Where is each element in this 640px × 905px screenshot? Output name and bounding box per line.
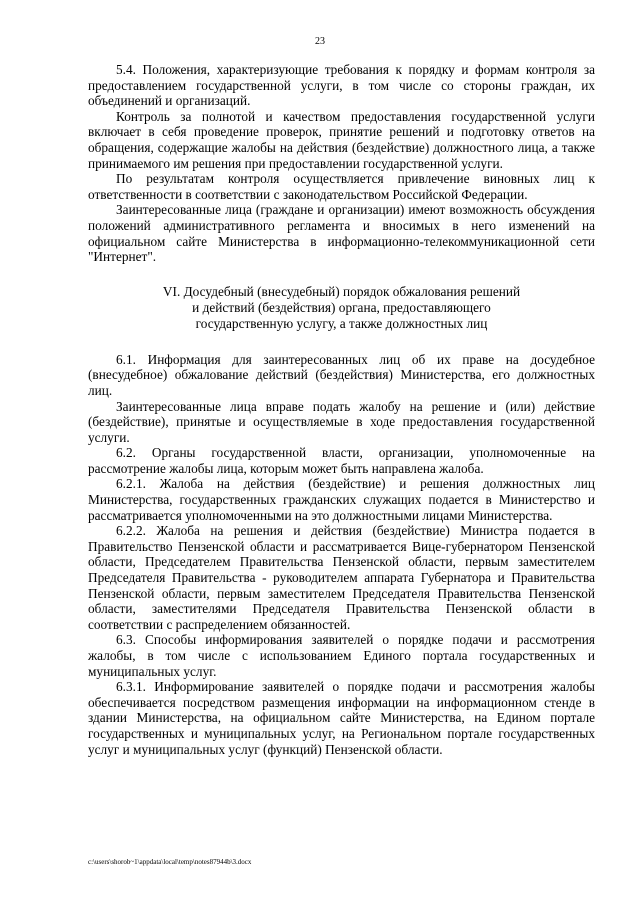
paragraph-6-1: 6.1. Информация для заинтересованных лиц об их праве на досудебное (внесудебное) обжалование действий (бездействия) Министерства, его должностных лиц. <box>88 351 595 398</box>
page-number: 23 <box>315 36 325 47</box>
document-body <box>88 62 595 757</box>
paragraph-6-2-1: 6.2.1. Жалоба на действия (бездействие) и решения должностных лиц Министерства, государственных гражданских служащих подается в Министерство и рассматривается уполномоченными на это должностными лицами Министерства. <box>88 476 595 523</box>
paragraph-6-2: 6.2. Органы государственной власти, организации, уполномоченные на рассмотрение жалобы лица, которым может быть направлена жалоба. <box>88 445 595 476</box>
footer-file-path: c:\users\shorob~1\appdata\local\temp\notes87944b\3.docx <box>88 858 252 866</box>
paragraph-6-3: 6.3. Способы информирования заявителей о порядке подачи и рассмотрения жалобы, в том числе с использованием Единого портала государственных и муниципальных услуг. <box>88 632 595 679</box>
paragraph-results: По результатам контроля осуществляется привлечение виновных лиц к ответственности в соответствии с законодательством Российской Федерации. <box>88 171 595 202</box>
paragraph-control: Контроль за полнотой и качеством предоставления государственной услуги включает в себя проведение проверок, принятие решений и подготовку ответов на обращения, содержащие жалобы на действия (бездействие) должностного лица, а также принимаемого им решения при предоставлении государственной услуги. <box>88 108 595 171</box>
paragraph-5-4: 5.4. Положения, характеризующие требования к порядку и формам контроля за предоставлением государственной услуги, в том числе со стороны граждан, их объединений и организаций. <box>88 62 595 109</box>
paragraph-complaint-right: Заинтересованные лица вправе подать жалобу на решение и (или) действие (бездействие), принятые и осуществляемые в ходе предоставления государственной услуги. <box>88 398 595 445</box>
paragraph-6-2-2: 6.2.2. Жалоба на решения и действия (бездействие) Министра подается в Правительство Пензенской области и рассматривается Вице-губернатором Пензенской области, Председателем Правительства Пензенской области, первым заместителем Председателя Правительства - руководителем аппарата Губернатора и Правительства Пензенской области, первым заместителем Председателя Правительства Пензенской области, заместителями Председателя Правительства Пензенской области в соответствии с распределением обязанностей. <box>88 523 595 632</box>
heading-line-2: и действий (бездействия) органа, предоставляющего <box>192 299 491 315</box>
section-heading <box>88 284 595 332</box>
heading-line-1: VI. Досудебный (внесудебный) порядок обжалования решений <box>162 283 521 299</box>
paragraph-6-3-1: 6.3.1. Информирование заявителей о порядке подачи и рассмотрения жалобы обеспечивается посредством размещения информации на информационном стенде в здании Министерства, на официальном сайте Министерства, на Едином портале государственных и муниципальных услуг, на Региональном портале государственных услуг и муниципальных услуг (функций) Пензенской области. <box>88 679 595 757</box>
paragraph-interested-persons: Заинтересованные лица (граждане и организации) имеют возможность обсуждения положений административного регламента и вносимых в него изменений на официальном сайте Министерства в информационно-телекоммуникационной сети "Интернет". <box>88 202 595 265</box>
heading-line-3: государственную услугу, а также должностных лиц <box>195 315 488 331</box>
